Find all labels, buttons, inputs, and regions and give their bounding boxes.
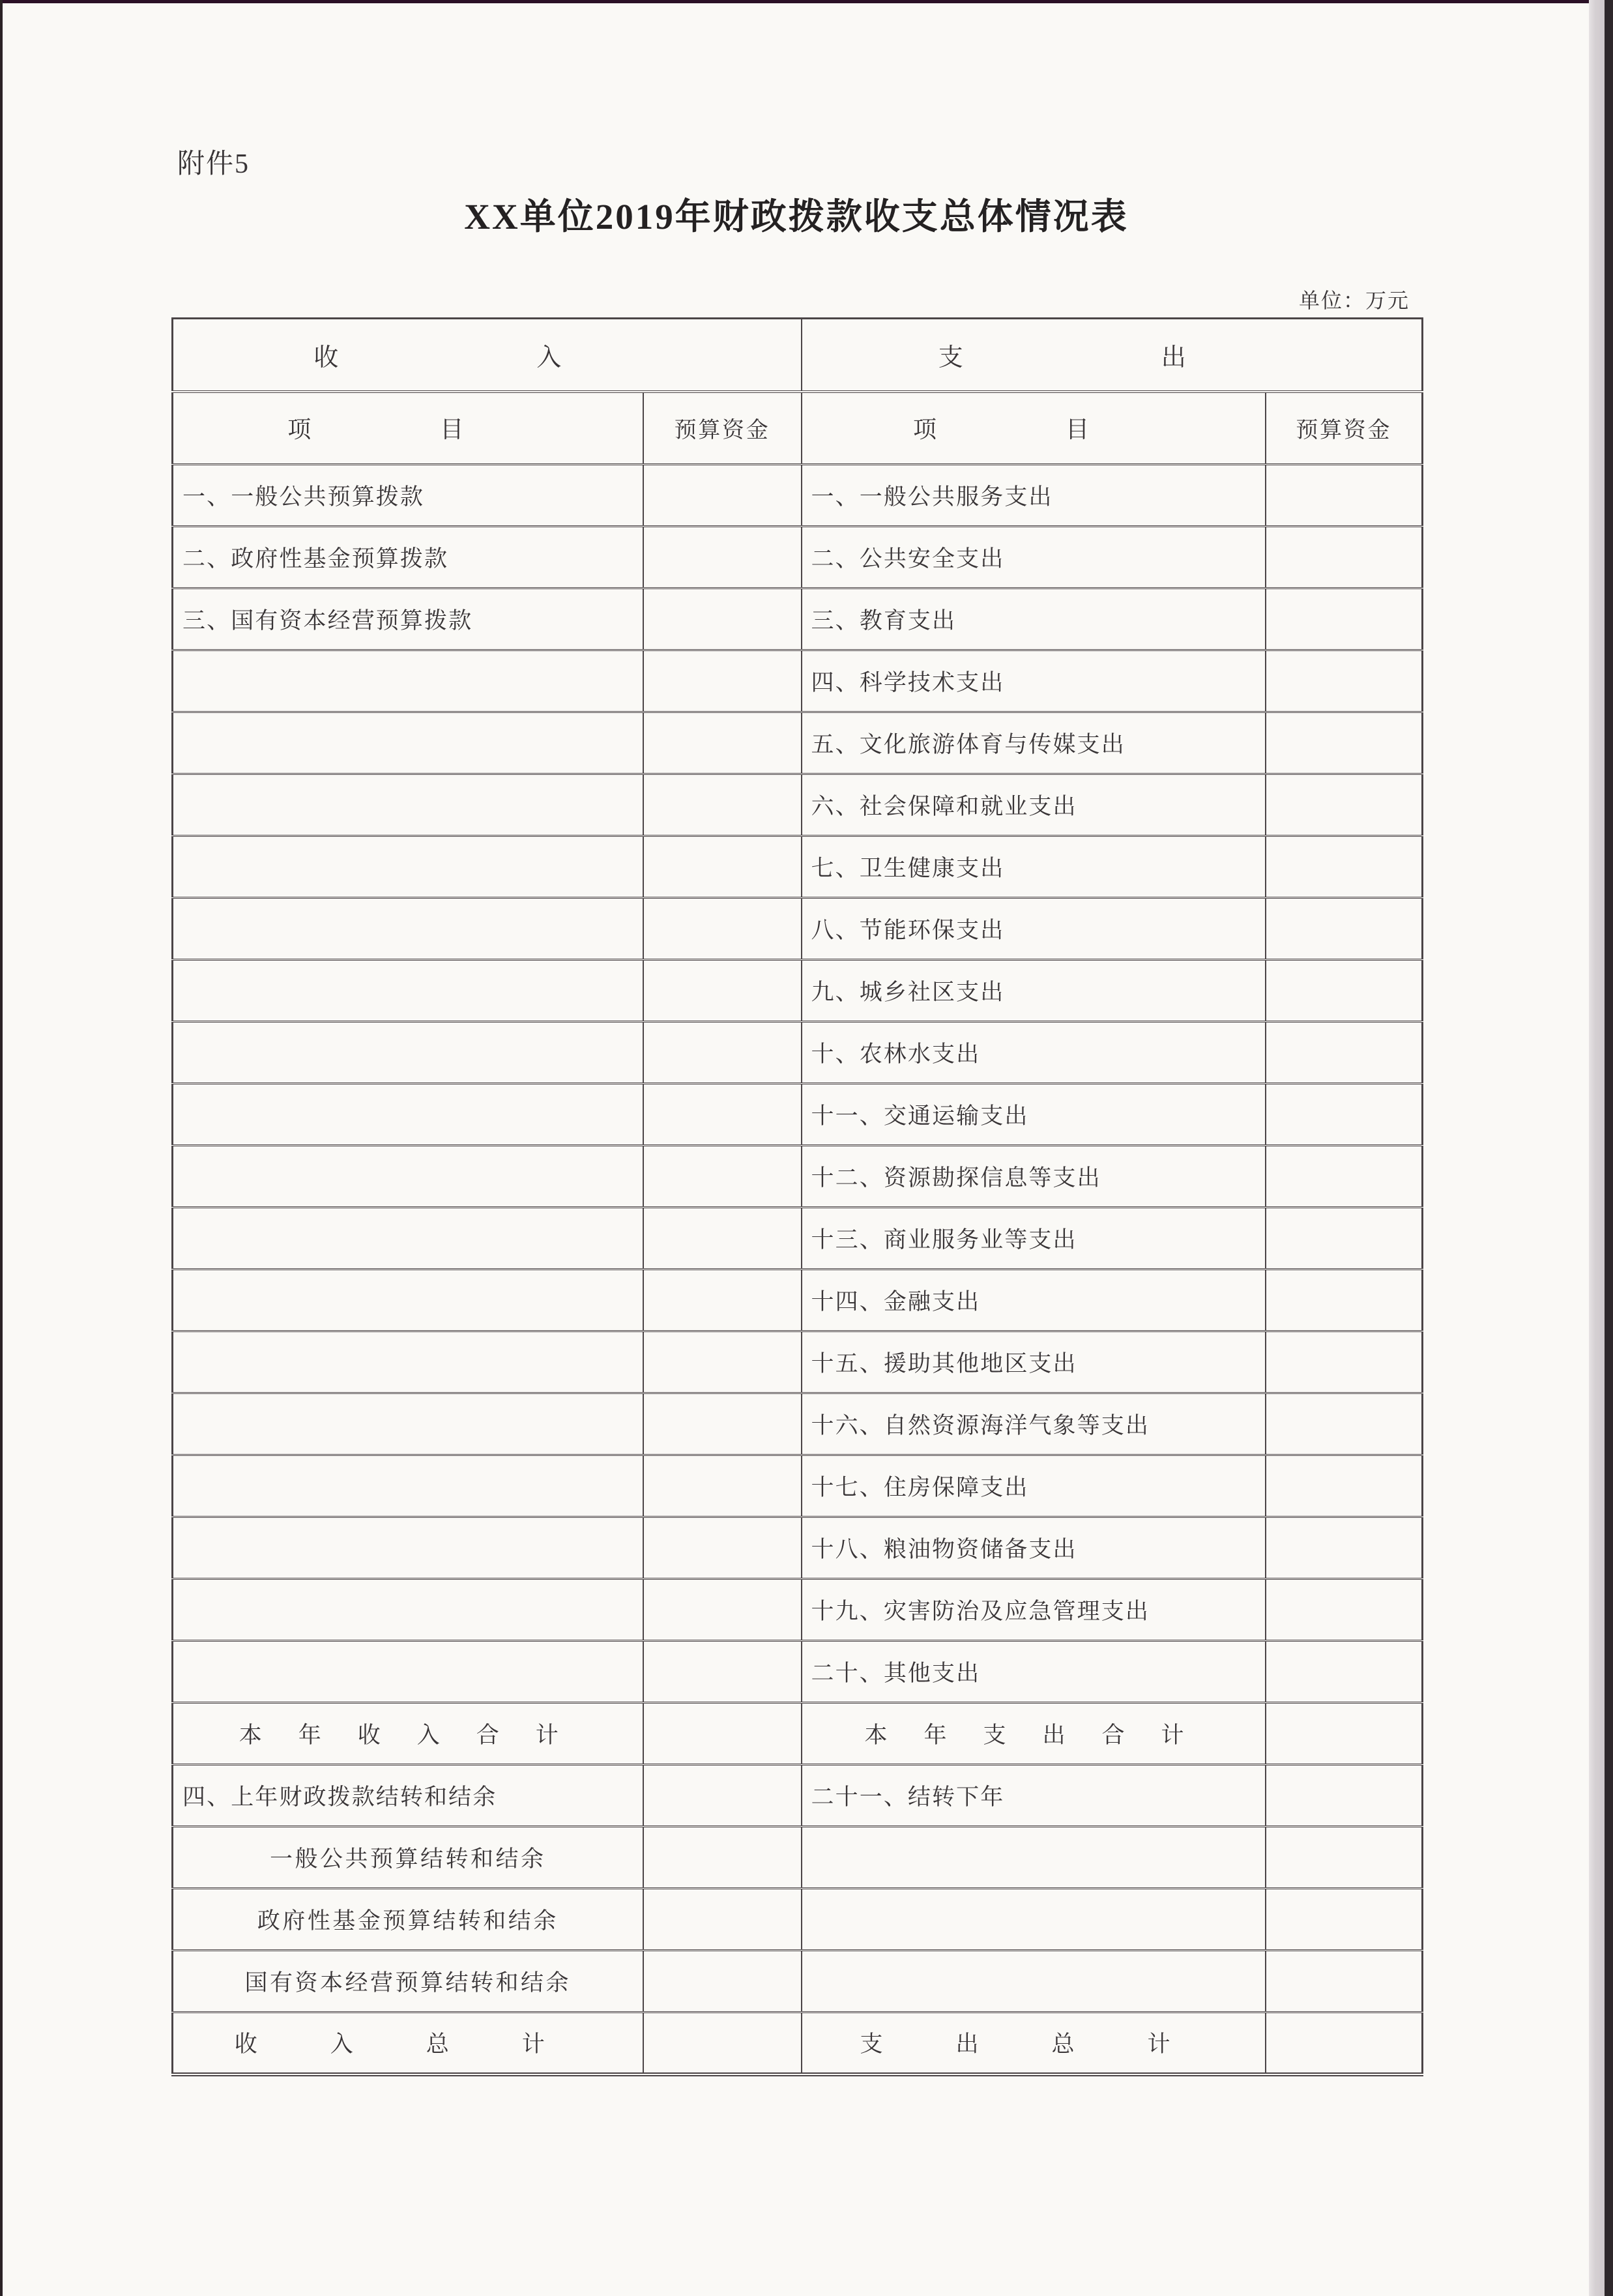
expenditure-item-cell: 支出总计: [802, 2013, 1266, 2074]
group-header-row: [173, 319, 1423, 392]
expenditure-item-cell: [802, 1951, 1266, 2013]
table-row: [173, 1579, 1423, 1641]
expenditure-amount-cell: [1266, 465, 1423, 527]
income-item-cell: [173, 1146, 643, 1208]
expenditure-amount-cell: [1266, 527, 1423, 589]
expenditure-item-cell: [802, 1827, 1266, 1889]
expenditure-item-cell: 七、卫生健康支出: [802, 836, 1266, 898]
expenditure-amount-cell: [1266, 1579, 1423, 1641]
income-amount-cell: [643, 1146, 802, 1208]
income-item-cell: [173, 1517, 643, 1579]
expenditure-item-cell: 六、社会保障和就业支出: [802, 774, 1266, 836]
income-item-cell: [173, 1084, 643, 1146]
scan-edge-left: [0, 0, 3, 2296]
income-item-cell: 四、上年财政拨款结转和结余: [173, 1765, 643, 1827]
expenditure-amount-cell: [1266, 898, 1423, 960]
expenditure-amount-cell: [1266, 1455, 1423, 1517]
income-amount-cell: [643, 836, 802, 898]
income-item-cell: [173, 960, 643, 1022]
expenditure-amount-cell: [1266, 589, 1423, 650]
table-row: [173, 1889, 1423, 1951]
table-body: [173, 465, 1423, 2074]
income-amount-cell: [643, 1703, 802, 1765]
table-row: [173, 1455, 1423, 1517]
income-amount-cell: [643, 712, 802, 774]
expenditure-amount-cell: [1266, 2013, 1423, 2074]
income-amount-cell: [643, 2013, 802, 2074]
attachment-label: 附件5: [177, 149, 250, 179]
income-item-cell: 一般公共预算结转和结余: [173, 1827, 643, 1889]
table-row: [173, 1703, 1423, 1765]
income-amount-cell: [643, 1951, 802, 2013]
table-row: [173, 1331, 1423, 1393]
expenditure-item-cell: 二、公共安全支出: [802, 527, 1266, 589]
income-amount-cell: [643, 1765, 802, 1827]
income-group-header: 收入: [173, 319, 802, 392]
income-item-cell: [173, 1579, 643, 1641]
income-item-cell: [173, 712, 643, 774]
table-row: [173, 836, 1423, 898]
column-header-row: [173, 392, 1423, 465]
expenditure-item-cell: 本年支出合计: [802, 1703, 1266, 1765]
income-amount-cell: [643, 1393, 802, 1455]
income-amount-cell: [643, 650, 802, 712]
income-item-cell: [173, 1641, 643, 1703]
table-row: [173, 712, 1423, 774]
income-amount-cell: [643, 589, 802, 650]
income-item-cell: 二、政府性基金预算拨款: [173, 527, 643, 589]
table-row: [173, 650, 1423, 712]
income-item-cell: [173, 774, 643, 836]
income-item-cell: [173, 1270, 643, 1331]
table-row: [173, 1270, 1423, 1331]
unit-note: 单位：万元: [1298, 289, 1410, 312]
expenditure-amount-cell: [1266, 1703, 1423, 1765]
expenditure-amount-cell: [1266, 1951, 1423, 2013]
expenditure-amount-cell: [1266, 1146, 1423, 1208]
expenditure-amount-cell: [1266, 1641, 1423, 1703]
table-row: [173, 1022, 1423, 1084]
expenditure-item-cell: 十四、金融支出: [802, 1270, 1266, 1331]
income-item-cell: 一、一般公共预算拨款: [173, 465, 643, 527]
expenditure-item-cell: 四、科学技术支出: [802, 650, 1266, 712]
income-item-cell: 三、国有资本经营预算拨款: [173, 589, 643, 650]
income-item-cell: 收入总计: [173, 2013, 643, 2074]
expenditure-item-header: 项目: [802, 392, 1266, 465]
income-amount-cell: [643, 527, 802, 589]
expenditure-item-cell: 十、农林水支出: [802, 1022, 1266, 1084]
expenditure-amount-cell: [1266, 1517, 1423, 1579]
expenditure-item-cell: 十三、商业服务业等支出: [802, 1208, 1266, 1270]
income-item-cell: [173, 1331, 643, 1393]
income-amount-cell: [643, 1022, 802, 1084]
table-row: [173, 1146, 1423, 1208]
expenditure-amount-cell: [1266, 1827, 1423, 1889]
income-budget-header: 预算资金: [643, 392, 802, 465]
expenditure-amount-cell: [1266, 774, 1423, 836]
income-amount-cell: [643, 960, 802, 1022]
income-amount-cell: [643, 1270, 802, 1331]
income-amount-cell: [643, 774, 802, 836]
income-item-cell: [173, 650, 643, 712]
expenditure-item-cell: 八、节能环保支出: [802, 898, 1266, 960]
income-amount-cell: [643, 1827, 802, 1889]
income-item-cell: 国有资本经营预算结转和结余: [173, 1951, 643, 2013]
table-row: [173, 2013, 1423, 2074]
table-row: [173, 960, 1423, 1022]
table-row: [173, 1084, 1423, 1146]
expenditure-item-cell: 十八、粮油物资储备支出: [802, 1517, 1266, 1579]
expenditure-item-cell: 十六、自然资源海洋气象等支出: [802, 1393, 1266, 1455]
income-amount-cell: [643, 1208, 802, 1270]
expenditure-amount-cell: [1266, 1889, 1423, 1951]
table-row: [173, 1951, 1423, 2013]
expenditure-item-cell: [802, 1889, 1266, 1951]
income-amount-cell: [643, 1579, 802, 1641]
expenditure-amount-cell: [1266, 1270, 1423, 1331]
scan-edge-right-light: [1589, 0, 1605, 2296]
expenditure-amount-cell: [1266, 712, 1423, 774]
table-row: [173, 774, 1423, 836]
income-amount-cell: [643, 1084, 802, 1146]
scan-edge-right-dark: [1605, 0, 1613, 2296]
income-amount-cell: [643, 898, 802, 960]
income-amount-cell: [643, 1641, 802, 1703]
table-row: [173, 1765, 1423, 1827]
expenditure-amount-cell: [1266, 1331, 1423, 1393]
expenditure-item-cell: 九、城乡社区支出: [802, 960, 1266, 1022]
expenditure-amount-cell: [1266, 1208, 1423, 1270]
expenditure-item-cell: 十二、资源勘探信息等支出: [802, 1146, 1266, 1208]
expenditure-amount-cell: [1266, 836, 1423, 898]
expenditure-item-cell: 三、教育支出: [802, 589, 1266, 650]
expenditure-amount-cell: [1266, 960, 1423, 1022]
income-amount-cell: [643, 1455, 802, 1517]
income-item-cell: 政府性基金预算结转和结余: [173, 1889, 643, 1951]
income-item-cell: [173, 1022, 643, 1084]
expenditure-amount-cell: [1266, 1084, 1423, 1146]
income-amount-cell: [643, 465, 802, 527]
table-row: [173, 527, 1423, 589]
expenditure-group-header: 支出: [802, 319, 1423, 392]
income-item-cell: [173, 836, 643, 898]
income-amount-cell: [643, 1517, 802, 1579]
expenditure-item-cell: 二十、其他支出: [802, 1641, 1266, 1703]
table-row: [173, 1393, 1423, 1455]
table-header: [173, 319, 1423, 465]
expenditure-item-cell: 十五、援助其他地区支出: [802, 1331, 1266, 1393]
income-item-cell: [173, 898, 643, 960]
income-amount-cell: [643, 1889, 802, 1951]
expenditure-item-cell: 十九、灾害防治及应急管理支出: [802, 1579, 1266, 1641]
income-amount-cell: [643, 1331, 802, 1393]
income-item-cell: [173, 1455, 643, 1517]
expenditure-amount-cell: [1266, 1022, 1423, 1084]
table-row: [173, 1208, 1423, 1270]
income-item-cell: 本年收入合计: [173, 1703, 643, 1765]
scan-edge-top: [0, 0, 1613, 3]
table-row: [173, 465, 1423, 527]
table-row: [173, 1827, 1423, 1889]
expenditure-item-cell: 十七、住房保障支出: [802, 1455, 1266, 1517]
table-row: [173, 1641, 1423, 1703]
expenditure-item-cell: 一、一般公共服务支出: [802, 465, 1266, 527]
expenditure-item-cell: 二十一、结转下年: [802, 1765, 1266, 1827]
income-item-cell: [173, 1208, 643, 1270]
expenditure-amount-cell: [1266, 1393, 1423, 1455]
budget-table: [171, 317, 1423, 2076]
expenditure-amount-cell: [1266, 650, 1423, 712]
expenditure-item-cell: 十一、交通运输支出: [802, 1084, 1266, 1146]
table-row: [173, 589, 1423, 650]
expenditure-item-cell: 五、文化旅游体育与传媒支出: [802, 712, 1266, 774]
table-row: [173, 898, 1423, 960]
income-item-cell: [173, 1393, 643, 1455]
expenditure-budget-header: 预算资金: [1266, 392, 1423, 465]
expenditure-amount-cell: [1266, 1765, 1423, 1827]
income-item-header: 项目: [173, 392, 643, 465]
table-row: [173, 1517, 1423, 1579]
page-title: XX单位2019年财政拨款收支总体情况表: [464, 197, 1129, 237]
